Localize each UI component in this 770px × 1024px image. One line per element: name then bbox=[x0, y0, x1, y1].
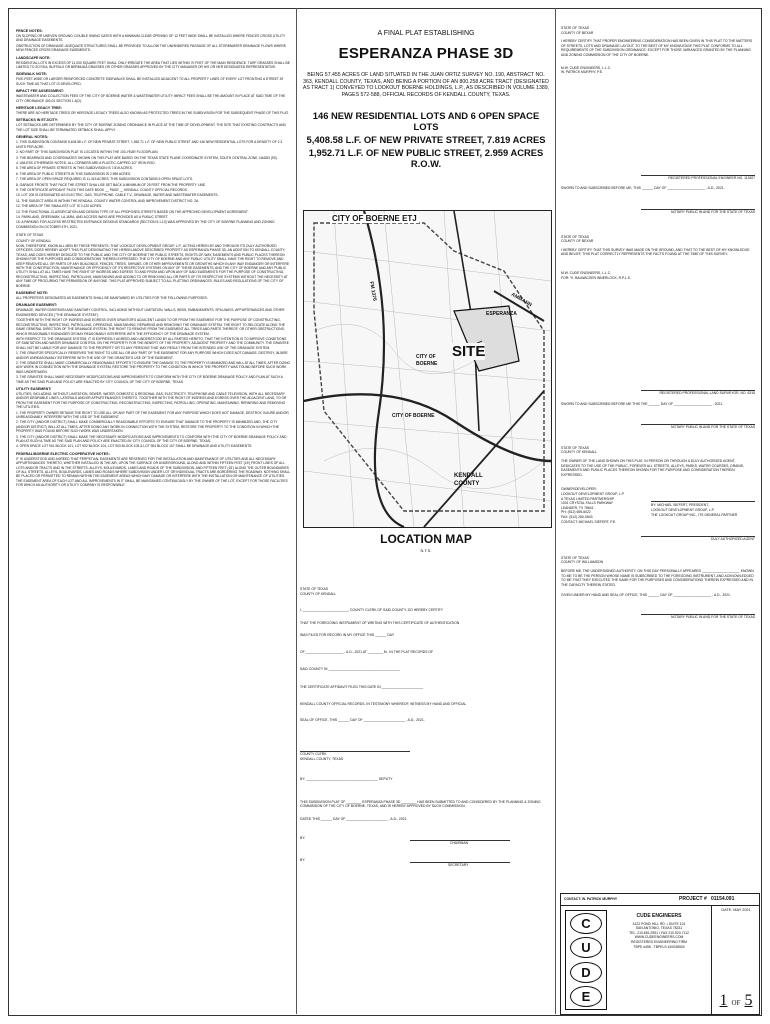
cude-logo-letter: D bbox=[570, 962, 602, 983]
map-road-label: FM 1376 bbox=[368, 281, 378, 302]
owner-dedication-text: THE OWNER OF THE LAND SHOWN ON THIS PLAT, IN PERSON OR THROUGH A DULY AUTHORIZED AGENT, DEDICATES TO THE USE OF THE PUBLIC, FOREVER ALL STREETS, ALLEYS, PARKS, WATER COURSES, DRAINS, EASEMENTS AND PUBLIC PLACES THEREON SHOWN FOR THE PURPOSE AND CONSIDERATION THEREIN EXPRESSED. bbox=[561, 459, 745, 477]
sheet-total: 5 bbox=[744, 992, 753, 1009]
location-map-title: LOCATION MAP bbox=[380, 532, 472, 546]
map-label-site: SITE bbox=[452, 343, 486, 360]
engineer-sworn: SWORN TO AND SUBSCRIBED BEFORE ME, THIS ______ DAY OF ____________________ , A.D., 2021. bbox=[561, 186, 725, 191]
sheet-of: OF bbox=[731, 999, 741, 1007]
approval-text: THIS SUBDIVISION PLAT OF ________ ESPERANZA PHASE 3D ________ HAS BEEN SUBMITTED TO AND CONSIDERED BY THE PLANNING & ZONING COMMISSION OF THE CITY OF BOERNE, TEXAS, AND IS HEREBY APPROVED BY SUCH COMMISSION. bbox=[300, 799, 541, 809]
column-divider-right bbox=[555, 8, 556, 1014]
cude-logo-letter: C bbox=[570, 913, 602, 934]
owner-signatory-line: THE LOOKOUT GROUP INC., ITS GENERAL PARTNER bbox=[651, 512, 738, 517]
drainage-item: 1. THE GRANTOR SPECIFICALLY RESERVES THE RIGHT TO USE ALL OR ANY PART OF THE EASEMENT FOR ANY PURPOSE WHICH DOES NOT DAMAGE, DESTROY, INJURE AND/OR UNREASONABLY INTERFERE WITH THE USE OF THE GRANTEE'S USE OF THE EASEMENT. bbox=[16, 351, 288, 360]
general-note: 2. NO PART OF THIS SUBDIVISION PLAT IS LOCATED WITHIN THE 100-YEAR FLOODPLAIN. bbox=[16, 150, 159, 155]
note-heading: LANDSCAPE NOTE: bbox=[16, 55, 51, 60]
plat-summary-lots: 146 NEW RESIDENTIAL LOTS AND 6 OPEN SPACE LOTS bbox=[312, 110, 540, 133]
drainage-easement-long: TOGETHER WITH THE RIGHT OF INGRESS AND EGRESS OVER GRANTOR'S ADJACENT LANDS TO OR FROM THE EASEMENT FOR THE PURPOSE OF CONSTRUCTING, RECONSTRUCTING, INSPECTING, PATROLLING, OPERATING, MAINTAINING, REPAIRING AND REMOVING THE DRAINAGE SYSTEM. THE RIGHT TO RELOCATE ALONG THE SAME GENERAL DIRECTION OF THE DRAINAGE SYSTEM, THE RIGHT TO REMOVE FROM THE EASEMENT ALL TREES AND PARTS THEREOF, OR OTHER OBSTRUCTIONS, WHICH REASONABLY ENDANGER OR MAY REASONABLY INTERFERE WITH THE EFFICIENCY OF THE DRAINAGE SYSTEM. bbox=[16, 318, 285, 336]
williamson-given: GIVEN UNDER MY HAND AND SEAL OF OFFICE, THIS ______ DAY OF ____________________ , A.D., 2021. bbox=[561, 593, 731, 598]
location-map-drawing bbox=[304, 211, 551, 527]
engineer-county: COUNTY OF BEXAR bbox=[561, 30, 594, 35]
note-paragraph: OBSTRUCTION OF DRAINAGE: ADEQUATE STRUCTURES SHALL BE PROVIDED TO ALLOW THE UNHINDERED PASSAGE OF ALL STORMWATER DRAINAGE FLOWS WHERE NEW FENCES CROSS DRAINAGE EASEMENTS. bbox=[16, 43, 286, 53]
clerk-line-1: I, ________________________, COUNTY CLERK OF SAID COUNTY, DO HEREBY CERTIFY bbox=[300, 608, 443, 613]
utility-item: 3. THE CITY (AND/OR DISTRICT) SHALL MAKE THE NECESSARY MODIFICATIONS AND IMPROVEMENTS TO CONFORM WITH THE CITY OF BOERNE DRAINAGE POLICY AND PLAN AT SUCH A TIME AS THE SAID PLAN AND POLICY ARE ENACTED BY CITY COUNCIL OF THE CITY OF BOERNE, TEXAS. bbox=[16, 434, 287, 444]
general-notes-list bbox=[16, 140, 291, 229]
note-paragraph: RESIDENTIAL LOTS IN EXCESS OF 11,000 SQUARE FEET SHALL ONLY IRRIGATE THE AREA THAT LIES WITHIN 70 FEET OF THE MAIN RESIDENCE. TURF GRASSES SHALL BE LIMITED TO ZOYSIA, BUFFALO OR BERMUDA GRASSES OR OTHER GRASSES APPROVED BY THE CITY MANAGER OR HIS OR HER DESIGNATED REPRESENTATIVE. bbox=[16, 60, 290, 70]
general-note: 7. THE AREA OF OPEN SPACE REQUIRED IS 11.415 ACRES. THIS SUBDIVISION CONTAINS 6 OPEN SPACE LOTS. bbox=[16, 177, 193, 182]
note-paragraph: LOT SETBACKS ARE DETERMINED BY THE CITY OF BOERNE ZONING ORDINANCE IN PLACE AT THE TIME OF DEVELOPMENT. THE SITE THAT EXISTING CONTRACTS AND THE LOT SIZE SHALL BE TERMINATED SETBACK SHALL APPLY. bbox=[16, 123, 286, 132]
general-note: 10. LOT 200 IS DESIGNATED AS ELECTRIC, GAS, TELEPHONE, CABLE T.V., DRAINAGE, WATER AND WASTEWATER EASEMENTS. bbox=[16, 193, 219, 198]
williamson-text: BEFORE ME, THE UNDERSIGNED AUTHORITY, ON THIS DAY PERSONALLY APPEARED ____________________ KNOWN TO ME TO BE THE PERSON WHOSE NAME IS SUBSCRIBED TO THE FOREGOING INSTRUMENT, AND ACKNOWLEDGED TO ME THAT THEY EXECUTED THE SAME FOR THE PURPOSES AND CONSIDERATIONS THEREIN EXPRESSED AND IN THE CAPACITY THEREIN STATED. bbox=[561, 568, 754, 587]
title-block-contact: CONTACT: W. PATRICK MURPHY bbox=[564, 897, 618, 901]
general-note: 4. UNLESS OTHERWISE NOTED, ALL CORNERS ARE A PLASTIC-CAPPED 1/2" IRON ROD. bbox=[16, 160, 156, 165]
plat-summary-private-street: 5,408.58 L.F. OF NEW PRIVATE STREET, 7.819 ACRES bbox=[306, 134, 546, 146]
utility-easement-text: UTILITIES, INCLUDING, WITHOUT LIMITATION, SEWER, WATER, DOMESTIC & REGIONAL GAS, ELECTRICITY, TELEPHONE AND CABLE TELEVISION, WITH ALL NECESSARY AND/OR DESIRABLE LINES, LATERALS AND/OR APPURTENANCES THERETO. TOGETHER WITH THE RIGHT OF INGRESS AND EGRESS OVER THE ADJACENT LAND, TO OR FROM THE EASEMENT FOR THE PURPOSE OF CONSTRUCTING, RECONSTRUCTING, INSPECTING, PATROLLING, OPERATING, MAINTAINING, REPAIRING AND REMOVING THE UTILITIES. bbox=[16, 391, 287, 410]
owner-info-line: OWNER/DEVELOPER: bbox=[561, 487, 597, 492]
cude-logo bbox=[565, 910, 607, 1010]
general-note: 9. THE CERTIFICATE AFFIDAVIT FILED THIS DATE BOOK __ PAGE __ KENDALL COUNTY OFFICIAL RECORDS. bbox=[16, 187, 188, 192]
utility-item: 4. OPEN SPACE LOT 901 BLOCK 101, LOT 902 BLOCK 104, LOT 903 BLOCK 105 & LOT 904 BLOCK 107 SHALL BE DRAINAGE AND UTILITY EASEMENTS. bbox=[16, 444, 253, 449]
owner-info-line: PH: (512) 659-6022 bbox=[561, 510, 591, 515]
clerk-deputy-line: BY: ______________________________________ DEPUTY bbox=[300, 777, 393, 782]
notes-column bbox=[16, 26, 291, 1010]
map-label-city-etj: CITY OF BOERNE ETJ bbox=[332, 214, 417, 223]
owner-info-line: FAX: (512) 260-0643 bbox=[561, 515, 593, 519]
surveyor-name: FOR: YI. BALWACSEN INNERLOCK, R.P.L.S. bbox=[561, 275, 631, 280]
firm-info-line: WWW.CUDEENGINEERS.COM bbox=[634, 935, 684, 940]
engineer-firm: M.W. CUDE ENGINEERS, L.L.C. bbox=[561, 65, 612, 70]
note-paragraph: FIVE-FEET-WIDE OR LARGER REINFORCED CONCRETE SIDEWALKS SHALL BE INSTALLED ADJACENT TO ALL PROPERTY LINES OF EVERY LOT FRONTING A STREET AT SUCH TIME AS THAT LOT IS DEVELOPED. bbox=[16, 77, 284, 86]
engineer-registration: REGISTERED PROFESSIONAL ENGINEER NO. 111507 bbox=[668, 175, 755, 180]
approval-by-2: BY: bbox=[300, 857, 306, 862]
map-road-label: CITY OF bbox=[416, 354, 436, 360]
clerk-signature-county: KENDALL COUNTY, TEXAS bbox=[300, 756, 344, 761]
planning-approval-block bbox=[300, 800, 552, 868]
note-heading: SETBACKS IN ETJ/CITY: bbox=[16, 118, 59, 123]
note-paragraph: WASTEWATER AND COLLECTION FEES OF THE CITY OF BOERNE WATER & WASTEWATER UTILITY IMPACT FEES SHALL BE THE AMOUNT IN PLACE AT SAID TIME OF THE CITY ORDINANCE 400-01 SECTION 1.4(D). bbox=[16, 94, 286, 103]
title-block-project-number: 01154.091 bbox=[711, 896, 735, 902]
map-road-label: AMMANN bbox=[510, 291, 533, 309]
title-block bbox=[560, 893, 760, 1015]
williamson-county: COUNTY OF WILLIAMSON bbox=[561, 560, 604, 565]
plat-summary-public-street: 1,952.71 L.F. OF NEW PUBLIC STREET, 2.959 ACRES R.O.W. bbox=[308, 147, 544, 170]
firm-info-line: TBPE #455 - TBPELS #10048500 bbox=[633, 944, 685, 949]
surveyor-registration: REGISTERED PROFESSIONAL LAND SURVEYOR, NO. 6315 bbox=[659, 391, 755, 396]
note-heading: IMPACT FEE ASSESSMENT: bbox=[16, 89, 64, 94]
certification-column bbox=[561, 26, 755, 888]
owner-info-line: A TEXAS LIMITED PARTNERSHIP bbox=[561, 496, 615, 501]
title-block-project-label: PROJECT # bbox=[679, 896, 707, 902]
general-note: 11. THE SUBJECT AREA IS WITHIN THE KENDALL COUNTY WATER CONTROL AND IMPROVEMENT DISTRICT NO. 2A. bbox=[16, 198, 200, 203]
column-divider-left bbox=[296, 8, 297, 1014]
highway-1 bbox=[304, 394, 551, 461]
location-map bbox=[303, 210, 552, 528]
clerk-line-2: THAT THE FOREGOING INSTRUMENT OF WRITING WITH THIS CERTIFICATE OF AUTHENTICATION bbox=[300, 620, 460, 625]
owner-developer-info bbox=[561, 487, 651, 524]
drainage-easement-text: DRAINAGE, WATER DIVERSION AND SANITARY CONTROL, INCLUDING WITHOUT LIMITATION, WALLS, BEDS, EMBANKMENTS, SPILLWAYS, APPURTENANCES AND OTHER ENGINEERED DEVICES ("THE DRAINAGE SYSTEM"). bbox=[16, 308, 285, 317]
surveyor-cert-text: I HEREBY CERTIFY THAT THIS SURVEY WAS MADE ON THE GROUND, AND THAT TO THE BEST OF MY KNOWLEDGE AND BELIEF, THIS PLAT CORRECTLY REPRESENTS THE FACTS FOUND AT THE TIME OF THIS SURVEY. bbox=[561, 247, 750, 257]
engineer-notary: NOTARY PUBLIC IN AND FOR THE STATE OF TEXAS bbox=[671, 209, 755, 214]
owner-info-line: LEANDER, TX 78641 bbox=[561, 505, 594, 510]
cude-logo-letter: U bbox=[570, 937, 602, 958]
clerk-line-3: WAS FILED FOR RECORD IN MY OFFICE THIS ______ DAY bbox=[300, 633, 395, 638]
engineer-state: STATE OF TEXAS bbox=[561, 26, 590, 30]
owner-info-line: LOOKOUT DEVELOPMENT GROUP, L.P. bbox=[561, 492, 625, 497]
approval-dated: DATED THIS ______ DAY OF ______________________ , A.D., 2021. bbox=[300, 816, 408, 821]
clerk-line-6: THE CERTIFICATE AFFIDAVIT FILED THIS DATE IN ______________________ bbox=[300, 685, 424, 690]
general-note: 8. GARAGE FRONTS THAT FACE THE STREET SHALL BE SET BACK A MINIMUM OF 25 FEET FROM THE PROPERTY LINE. bbox=[16, 182, 206, 187]
easement-note-title: EASEMENT NOTE: bbox=[16, 291, 49, 296]
general-notes-title: GENERAL NOTES: bbox=[16, 135, 49, 140]
cude-logo-letter: E bbox=[570, 986, 602, 1007]
approval-secretary: SECRETARY bbox=[448, 863, 469, 868]
dedication-county: COUNTY OF KENDALL bbox=[16, 238, 52, 243]
note-paragraph: THERE ARE NO HERITAGE TREES OR HERITAGE LEGACY TREES ALSO KNOWN AS PROTECTED TREES IN THE SUBDIVISION FOR THE SUBSEQUENT PHASE OF THIS PLAT. bbox=[16, 111, 289, 116]
utility-item: 1. THE PROPERTY OWNER RETAINS THE RIGHT TO USE ALL OR ANY PART OF THE EASEMENT FOR ANY PURPOSE WHICH DOES NOT DAMAGE, DESTROY, INJURE AND/OR UNREASONABLY INTERFERE WITH THE USE OF THE EASEMENT. bbox=[16, 410, 289, 419]
firm-info-line: REGISTERED ENGINEERING FIRM bbox=[631, 939, 687, 944]
plat-description: BEING 57.455 ACRES OF LAND SITUATED IN THE JUAN ORTIZ SURVEY NO. 190, ABSTRACT NO. 363, KENDALL COUNTY, TEXAS, AND BEING A PORTION OF AN 800.258 ACRE TRACT (DESIGNATED AS TRACT 1) CONVEYED TO LOOKOUT BOERNE HOLDINGS, L.P., AS DESCRIBED IN VOLUME 1389, PAGES 572-588, OFFICIAL RECORDS OF KENDALL COUNTY, TEXAS. bbox=[302, 72, 550, 98]
firm-info-line: SAN ANTONIO, TEXAS 78231 bbox=[635, 926, 683, 931]
dedication-state: STATE OF TEXAS bbox=[16, 233, 44, 238]
approval-by-1: BY: bbox=[300, 835, 306, 840]
note-paragraph: ON SLOPING OR UNEVEN GROUND, DOUBLE SWING GATES WITH A MINIMUM CLEAR OPENING OF 12 FEET WIDE SHALL BE INSTALLED WHERE FENCES CROSS UTILITY AND DRAINAGE EASEMENTS. bbox=[16, 34, 286, 43]
owner-signatory-line: BY: MICHAEL SIEFERT, PRESIDENT, bbox=[651, 503, 709, 508]
firm-info-line: CUDE ENGINEERS bbox=[636, 913, 682, 919]
surveyor-state: STATE OF TEXAS bbox=[561, 234, 590, 239]
general-note: 12. THE AREA OF THE SMALLEST LOT IS 0.120 ACRES. bbox=[16, 204, 103, 209]
clerk-line-5: SAID COUNTY IN ______________________________________ bbox=[300, 666, 401, 671]
drainage-item: 3. THE GRANTEE SHALL MAKE NECESSARY MODIFICATIONS AND IMPROVEMENTS TO CONFORM WITH THE CITY OF BOERNE DRAINAGE POLICY AND PLAN AT SUCH A TIME AS THE SAID PLAN AND POLICY ARE ENACTED BY CITY COUNCIL OF THE CITY OF BOERNE, TEXAS. bbox=[16, 375, 283, 384]
owner-state: STATE OF TEXAS bbox=[561, 445, 590, 450]
surveyor-notary: NOTARY PUBLIC IN AND FOR THE STATE OF TEXAS bbox=[671, 425, 755, 430]
owner-agent: DULY AUTHORIZED AGENT bbox=[711, 537, 755, 542]
surveyor-sworn: SWORN TO AND SUBSCRIBED BEFORE ME THIS THE ______ DAY OF ____________________ , 2021. bbox=[561, 401, 724, 406]
highway-2 bbox=[364, 211, 404, 527]
general-note: 14. PARKLAND, GREENWAY, LA JARA, AND ACCESS WAYS ARE PROVIDED AS A PUBLIC STREET. bbox=[16, 214, 169, 219]
drainage-easement-title: DRAINAGE EASEMENT: bbox=[16, 303, 57, 308]
map-road-label: BOERNE bbox=[416, 361, 438, 367]
clerk-line-4: OF ____________________ , A.D., 2021 AT ________ M., IN THE PLAT RECORDS OF bbox=[300, 649, 434, 654]
title-block-date: DATE: MAY 2021 bbox=[721, 908, 751, 912]
note-heading: SIDEWALK NOTE: bbox=[16, 72, 48, 77]
clerk-state: STATE OF TEXAS bbox=[300, 587, 329, 591]
drainage-item: 2. THE GRANTEE SHALL MAKE COMMERCIALLY REASONABLE EFFORTS TO ENSURE THE DAMAGE TO THE PROPERTY IS MINIMIZED AND WILL AT ALL TIMES, AFTER DOING ANY WORK IN CONNECTION WITH THE DRAINAGE SYSTEM, RESTORE THE PROPERTY TO THE CONDITION IN WHICH THE PROPERTY WAS FOUND BEFORE SUCH WORK WAS UNDERTAKEN. bbox=[16, 360, 291, 374]
general-note: 1. THIS SUBDIVISION CONTAINS 5,408.58 L.F. OF NEW PRIVATE STREET, 1,952.71 L.F. OF NEW PUBLIC STREET AND 146 NEW RESIDENTIAL LOTS FOR A DENSITY OF 2.3 UNITS PER ACRE. bbox=[16, 140, 283, 149]
owner-info-line: 1001 CRYSTAL FALLS PARKWAY bbox=[561, 501, 614, 506]
engineer-name: W. PATRICK MURPHY, P.E. bbox=[561, 70, 604, 75]
clerk-signature-title: COUNTY CLERK bbox=[300, 751, 327, 756]
electric-coop-text: IT IS UNDERSTOOD AND AGREED THAT PERPETUAL EASEMENTS ARE RESERVED FOR THE INSTALLATION AND MAINTENANCE OF UTILITIES AND ALL NECESSARY APPURTENANCES THERETO, WHETHER INSTALLED IN THE AIR, UPON THE SURFACE OR UNDERGROUND, ALONG AND WITHIN FIFTEEN FEET (15') FRONT LINES OF ALL LOTS AND/OR TRACTS AND IN THE STREETS, ALLEYS, BOULEVARDS, LANES AND ROADS OF THE SUBDIVISION, AND FIFTEEN FEET (15') ALONG THE OUTER BOUNDARIES OF ALL STREETS, ALLEYS, BOULEVARDS, LANES AND ROADS WHERE SUBDIVISION UNDER LOT OR INDIVIDUAL TRACTS ARE BORDERING THE ROADWAY. NOTHING SHALL BE PLACED OR PERMITTED TO REMAIN WITHIN THE EASEMENT AREAS WHICH MAY DAMAGE OR INTERFERE WITH THE INSTALLATION OR MAINTENANCE OF UTILITIES. THE EASEMENT AREA OF EACH LOT AND ALL IMPROVEMENTS IN IT SHALL BE MAINTAINED CONTINUOUSLY BY THE OWNER OF THE LOT, EXCEPT FOR THOSE FACILITIES FOR WHICH AN AUTHORITY OR UTILITY COMPANY IS RESPONSIBLE. bbox=[16, 456, 291, 488]
clerk-county: COUNTY OF KENDALL bbox=[300, 591, 337, 596]
note-heading: HERITAGE LEGACY TREE: bbox=[16, 106, 62, 111]
utility-item: 2. THE CITY (AND/OR DISTRICT) SHALL MAKE COMMERCIALLY REASONABLE EFFORTS TO ENSURE THAT DAMAGE TO THE PROPERTY IS MINIMIZED AND, THE CITY (AND/OR DISTRICT) WILL AT ALL TIMES, AFTER DOING ANY WORK IN CONNECTION WITH THE SYSTEM, RESTORE THE PROPERTY TO THE CONDITION IN WHICH THE PROPERTY WAS FOUND BEFORE SUCH WORK WAS UNDERTAKEN. bbox=[16, 420, 280, 434]
engineer-cert-text: I HEREBY CERTIFY THAT PROPER ENGINEERING CONSIDERATION HAS BEEN GIVEN IN THIS PLAT TO THE MATTERS OF STREETS, LOTS AND DRAINAGE LAYOUT. TO THE BEST OF MY KNOWLEDGE THIS PLAT CONFORMS TO ALL REQUIREMENTS OF THE SUBDIVISION ORDINANCE, EXCEPT FOR THOSE VARIANCES GRANTED BY THE PLANNING AND ZONING COMMISSION OF THE CITY OF BOERNE. bbox=[561, 39, 753, 57]
dedication-text: NOW, THEREFORE, KNOW ALL MEN BY THESE PRESENTS: THAT LOOKOUT DEVELOPMENT GROUP, L.P., ACTING HEREIN BY AND THROUGH ITS DULY AUTHORIZED OFFICERS, DOES HEREBY ADOPT THIS PLAT DESIGNATING THE HEREIN ABOVE DESCRIBED PROPERTY AS ESPERANZA PHASE 3D, AN ADDITION TO KENDALL COUNTY, TEXAS, AND DOES HEREBY DEDICATE TO THE PUBLIC AND THE CITY OF BOERNE THE PUBLIC STREETS, RIGHTS-OF-WAY, EASEMENTS AND PUBLIC PLACES THEREON SHOWN FOR THE PURPOSES AND CONSIDERATIONS THEREIN EXPRESSED. THE CITY OF BOERNE AND ANY PUBLIC UTILITY SHALL HAVE THE RIGHT TO REMOVE AND KEEP REMOVED ALL OR PARTS OF ANY BUILDINGS, FENCES, TREES, SHRUBS, OR OTHER IMPROVEMENTS OR GROWTHS WHICH IN ANY WAY ENDANGER OR INTERFERE WITH THE CONSTRUCTION, MAINTENANCE OR EFFICIENCY OF ITS RESPECTIVE SYSTEMS ON ANY OF THESE EASEMENTS, AND THE CITY OF BOERNE AND ANY PUBLIC UTILITY SHALL AT ALL TIMES HAVE THE RIGHT OF INGRESS AND EGRESS TO AND FROM AND UPON ANY OF SAID EASEMENTS FOR THE PURPOSE OF CONSTRUCTING, RECONSTRUCTING, INSPECTING, PATROLLING, MAINTAINING AND ADDING TO OR REMOVING ALL OR PARTS OF ITS RESPECTIVE SYSTEMS WITHOUT THE NECESSITY AT ANY TIME OF PROCURING THE PERMISSION OF ANYONE. THIS PLAT APPROVED SUBJECT TO ALL PLATTING ORDINANCES, RULES AND REGULATIONS OF THE CITY OF BOERNE. bbox=[16, 244, 290, 288]
owner-signatory-info bbox=[651, 503, 755, 517]
owner-info-line: CONTACT: MICHAEL SIEFERT, P.E. bbox=[561, 519, 617, 524]
williamson-notary: NOTARY PUBLIC IN AND FOR THE STATE OF TEXAS bbox=[671, 614, 755, 619]
surveyor-county: COUNTY OF BEXAR bbox=[561, 239, 594, 244]
firm-info-line: TEL. 210.681.2951 • FAX 210.523.7112 bbox=[629, 930, 689, 935]
general-note: 6. THE AREA OF PUBLIC STREETS IN THIS SUBDIVISION IS 2.959 ACRES. bbox=[16, 171, 132, 176]
map-road-label: COUNTY bbox=[454, 481, 480, 487]
clerk-line-7: KENDALL COUNTY OFFICIAL RECORDS. IN TESTIMONY WHEREOF, WITNESS MY HAND AND OFFICIAL bbox=[300, 701, 467, 706]
plat-title-label: A FINAL PLAT ESTABLISHING bbox=[377, 30, 475, 37]
map-road-label: KENDALL bbox=[454, 473, 483, 479]
note-heading: FENCE NOTES: bbox=[16, 29, 43, 33]
general-note: 3. THE BEARINGS AND COORDINATES SHOWN ON THIS PLAT ARE BASED ON THE TEXAS STATE PLANE COORDINATE SYSTEM, SOUTH CENTRAL ZONE, NAD83 (93). bbox=[16, 155, 278, 160]
general-note: 15. A PARKING FOR ACCESS RESTRICTED ENTRANCE DESIGNS STANDARDS (SECTION 5.1.10) WAS APPROVED BY THE CITY OF BOERNE PLANNING AND ZONING COMMISSION ON OCTOBER 4TH, 2021. bbox=[16, 220, 275, 229]
sheet-number bbox=[712, 992, 760, 1010]
clerk-line-8: SEAL OF OFFICE, THIS ______ DAY OF ______________________ , A.D., 2021. bbox=[300, 718, 425, 723]
location-map-scale: N.T.S. bbox=[420, 548, 432, 553]
electric-coop-title: FEDERAL/BOERNE ELECTRIC COOPERATIVE NOTES: bbox=[16, 451, 110, 456]
drainage-easement-items bbox=[16, 351, 291, 384]
notes-blocks bbox=[16, 29, 291, 132]
owner-signatory-line: LOOKOUT DEVELOPMENT GROUP, L.P. bbox=[651, 508, 715, 513]
surveyor-firm: M.W. CUDE ENGINEERS, L.L.C. bbox=[561, 270, 612, 275]
easement-note-text: ALL PROPERTIES DESIGNATED AS EASEMENTS SHALL BE MAINTAINED BY UTILITIES FOR THE FOLLOWING PURPOSES: bbox=[16, 296, 208, 301]
highway-3 bbox=[424, 391, 544, 527]
drainage-easement-long-2: WITH RESPECT TO THE DRAINAGE SYSTEM, IT IS EXPRESSLY AGREED AND UNDERSTOOD BY ALL PARTIES HERETO, THAT THE INTENTION IS TO IMPROVE CONDITIONS OF SANITATION AND WATER DRAINAGE CONTROL ON THE PROPERTY FOR THE BENEFIT OF THE PROPERTY, ADJACENT PROPERTY AND THE COMMUNITY. THE GRANTEE SHALL NOT BE LIABLE FOR ANY DAMAGE TO THE PROPERTY OR TO ANY PERSONS THAT MAY RESULT FROM THE INTENDED USE OF THE DRAINAGE SYSTEM. bbox=[16, 336, 289, 350]
utility-easement-title: UTILITY EASEMENT: bbox=[16, 386, 52, 391]
plat-title: ESPERANZA PHASE 3D bbox=[338, 45, 514, 62]
utility-easement-items bbox=[16, 411, 291, 449]
general-note: 5. THE AREA OF PRIVATE STREETS IN THIS SUBDIVISION IS 7.819 ACRES. bbox=[16, 166, 133, 171]
approval-chairman: CHAIRMAN bbox=[450, 841, 469, 846]
firm-info-line: 4122 POND HILL RD. • SUITE 101 bbox=[632, 921, 686, 926]
sheet-current: 1 bbox=[719, 992, 728, 1009]
county-clerk-block bbox=[300, 587, 552, 782]
owner-county: COUNTY OF KENDALL bbox=[561, 450, 598, 455]
map-road-label: ESPERANZA bbox=[486, 311, 517, 317]
firm-info bbox=[609, 914, 709, 949]
general-note: 13. THE FUNCTIONAL CLASSIFICATION AND DESIGN TYPE OF ALL PROPOSED STREETS BASED ON THE APPROVED DEVELOPMENT AGREEMENT. bbox=[16, 209, 249, 214]
map-road-label: CITY OF BOERNE bbox=[392, 413, 435, 419]
title-column-lower bbox=[300, 532, 552, 1010]
williamson-state: STATE OF TEXAS bbox=[561, 555, 590, 560]
